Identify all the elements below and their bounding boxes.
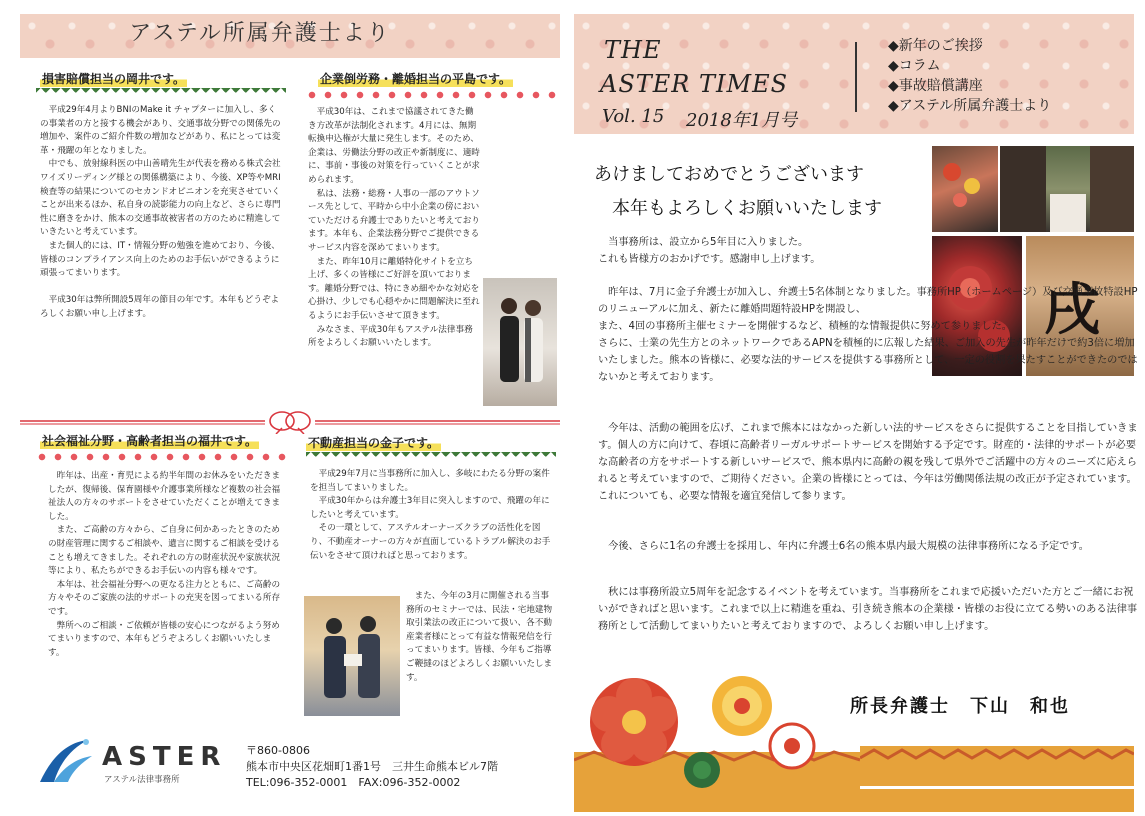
lawyers-photo-2-figures — [304, 596, 400, 716]
lawyers-photo-1 — [483, 278, 557, 406]
window-view-icon — [1000, 146, 1134, 232]
toc-item: ◆コラム — [888, 58, 941, 74]
newsletter-title-line2: ASTER TIMES — [600, 70, 789, 98]
footer-phone: TEL:096-352-0001 FAX:096-352-0002 — [246, 776, 461, 789]
office-photo-view — [1000, 146, 1134, 232]
toc-item: ◆新年のご挨拶 — [888, 38, 983, 54]
aster-logo-icon — [34, 736, 96, 788]
lawyers-photo-1-figures — [483, 278, 557, 406]
pine-wave-pattern-icon — [860, 746, 1134, 812]
logo-subtext: アステル法律事務所 — [104, 775, 180, 785]
message-p3: 今年は、活動の範囲を広げ、これまで熊本にはなかった新しい法的サービスをさらに提供することを目指していきます。個人の方に向けて、春頃に高齢者リーガルサポートサービスを開始する予定です。財産的・法律的サポートが必要な高齢者の方をサポートする新しいサービスで、熊本県内に高齢の親を残して県外でご活躍中の方々のニーズに応えられると考えていますので、ご期待ください。企業の皆様にとっては、今年は労働関係法規の改正が予定されています。これについても、必要な情報を適宜発信して参ります。 — [598, 423, 1138, 502]
hirashima-body: 平成30年は、これまで協議されてきた働き方改革が法制化されます。4月には、無期転換申込権が大量に発生します。そのため、企業は、労働法分野の改正や新制度に、適時に、事前・事後の対策を行っていくことが求められます。 私は、法務・総務・人事の一部のアウトソース先として、平時から中小企業の傍においていただける弁護士でありたいと考えております。本年も、企業法務分野でご提供できるサービス内容を深めてまいります。 また、昨年10月に離婚特化サイトを立ち上げ、多くの皆様にご好評を頂いております。離婚分野では、特にきめ細やかな対応を心掛け、少しでも心穏やかに問題解決に至れるようにお手伝いさせて頂きます。 みなさま、平成30年もアステル法律事務所をよろしくお願いいたします。 — [308, 107, 480, 349]
flower-arrangement-icon — [932, 146, 998, 232]
red-string-divider — [20, 408, 560, 434]
new-year-ornament — [574, 648, 860, 812]
newsletter-title-line1: THE — [604, 36, 662, 64]
red-dot-border — [306, 90, 556, 100]
section-title-okai: 損害賠償担当の岡井です。 — [42, 72, 186, 86]
green-zigzag-border — [36, 88, 286, 98]
signature: 所長弁護士 下山 和也 — [850, 696, 1070, 717]
header-vertical-divider — [855, 42, 857, 112]
logo-text: ASTER — [102, 742, 227, 772]
greeting-line1: あけましておめでとうございます — [594, 164, 864, 185]
message-p4: 今後、さらに1名の弁護士を採用し、年内に弁護士6名の熊本県内最大規模の法律事務所になる予定です。 — [598, 541, 1089, 552]
fukui-body: 昨年は、出産・育児による約半年間のお休みをいただきましたが、復帰後、保育園様や介護事業所様など複数の社会福祉法人の方々のサポートをさせていただくことが増えてきました。 また、ご高齢の方々から、ご自身に何かあったときのための財産管理に関するご相談や、遺言に関するご相談を受けることも増えてきました。それぞれの方の財産状況や家族状況等により、私たちができるお手伝いの内容も様々です。 本年は、社会福祉分野への更なる注力とともに、ご高齢の方々やそのご家族の法的サポートの充実を図ってまいる所存です。 弊所へのご相談・ご依頼が皆様の安心につながるよう努めてまいりますので、本年もどうぞよろしくお願いいたします。 — [48, 471, 281, 658]
newsletter-date: 2018年1月号 — [686, 110, 798, 131]
left-header-title: アステル所属弁護士より — [129, 21, 391, 46]
okai-body: 平成29年4月よりBNIのMake it チャプターに加入し、多くの事業者の方と接する機会があり、交通事故分野での関係先の増加や、案件のご紹介件数の増加などがあり、私にとっては変革・飛躍の年となりました。 中でも、放射線科医の中山善晴先生が代表を務める株式会社ワイズリーディング様との関係構築により、今後、XP等やMRI検査等の結果についてのセカンドオピニオンを充実させていくことが出来るほか、私自身の読影能力の向上など、さらに専門性に磨きをかけ、熊本の交通事故被害者の方のために精進していきたいと考えています。 また個人的には、IT・情報分野の勉強を進めており、今後、皆様のコンプライアンス向上のためのお手伝いができるように頑張ってまいります。 平成30年は弊所開設5周年の節目の年です。本年もどうぞよろしくお願い申し上げます。 — [40, 105, 281, 319]
newsletter-vol: Vol. 15 — [602, 106, 665, 127]
table-of-contents — [888, 36, 1128, 116]
aster-swoosh-icon — [34, 736, 96, 788]
kanji-calligraphy: 戌 — [1044, 277, 1100, 343]
section-title-kaneko: 不動産担当の金子です。 — [308, 436, 440, 450]
footer-postal: 〒860-0806 — [246, 744, 310, 757]
plum-blossom-ornament-icon — [574, 648, 860, 812]
greeting-line2: 本年もよろしくお願いいたします — [612, 198, 882, 219]
message-p1: 当事務所は、設立から5年目に入りました。 これも皆様方のおかげです。感謝申し上げます。 — [598, 237, 821, 265]
toc-item: ◆アステル所属弁護士より — [888, 98, 1052, 114]
footer-address: 熊本市中央区花畑町1番1号 三井生命熊本ビル7階 — [246, 760, 498, 773]
section-title-hirashima: 企業倒労務・離婚担当の平島です。 — [320, 72, 512, 86]
toc-item: ◆事故賠償講座 — [888, 78, 983, 94]
green-zigzag-border — [306, 452, 556, 462]
office-photo-flowers — [932, 146, 998, 232]
message-p5: 秋には事務所設立5周年を記念するイベントを考えています。当事務所をこれまで応援いただいた方とご一緒にお祝いができればと思います。これまで以上に精進を重ね、引き続き熊本の企業様・皆様のお役に立てる勢いのある法律事務所として活動してまいりたいと考えておりますので、よろしくお願い申し上げます。 — [598, 587, 1138, 632]
lawyers-photo-2 — [304, 596, 400, 716]
kaneko-body-top: 平成29年7月に当事務所に加入し、多岐にわたる分野の案件を担当してまいりました。 平成30年からは弁護士3年目に突入しますので、飛躍の年にしたいと考えています。 その一環として、アステルオーナーズクラブの活性化を図り、不動産オーナーの方々が直面しているトラブル解決のお手伝いをさせて頂ければと思っております。 — [310, 469, 551, 561]
message-p2: 昨年は、7月に金子弁護士が加入し、弁護士5名体制となりました。事務所HP（ホームページ）及び交通事故特設HPのリニューアルに加え、新たに離婚問題特設HPを開設し、 また、4回の事務所主催セミナーを開催するなど、積極的な情報提供に努めて参りました。 さらに、士業の先生方とのネットワークであるAPNを積極的に広報した結果、ご加入の先生が昨年だけで約3倍に増加いたしました。熊本の皆様に、必要な法的サービスを提供する事務所として、一定の役割を果たすことができたのではないかと考えております。 — [598, 287, 1138, 383]
pine-ornament — [860, 746, 1134, 812]
mizuhiki-knot-icon — [20, 408, 560, 434]
kaneko-body-side: また、今年の3月に開催される当事務所のセミナーでは、民法・宅地建物取引業法の改正について扱い、各不動産業者様にとって有益な情報発信を行ってまいります。皆様、今年もご指導ご鞭撻のほどよろしくお願いいたします。 — [406, 591, 553, 683]
red-dot-border — [36, 452, 286, 462]
section-title-fukui: 社会福祉分野・高齢者担当の福井です。 — [42, 434, 258, 448]
